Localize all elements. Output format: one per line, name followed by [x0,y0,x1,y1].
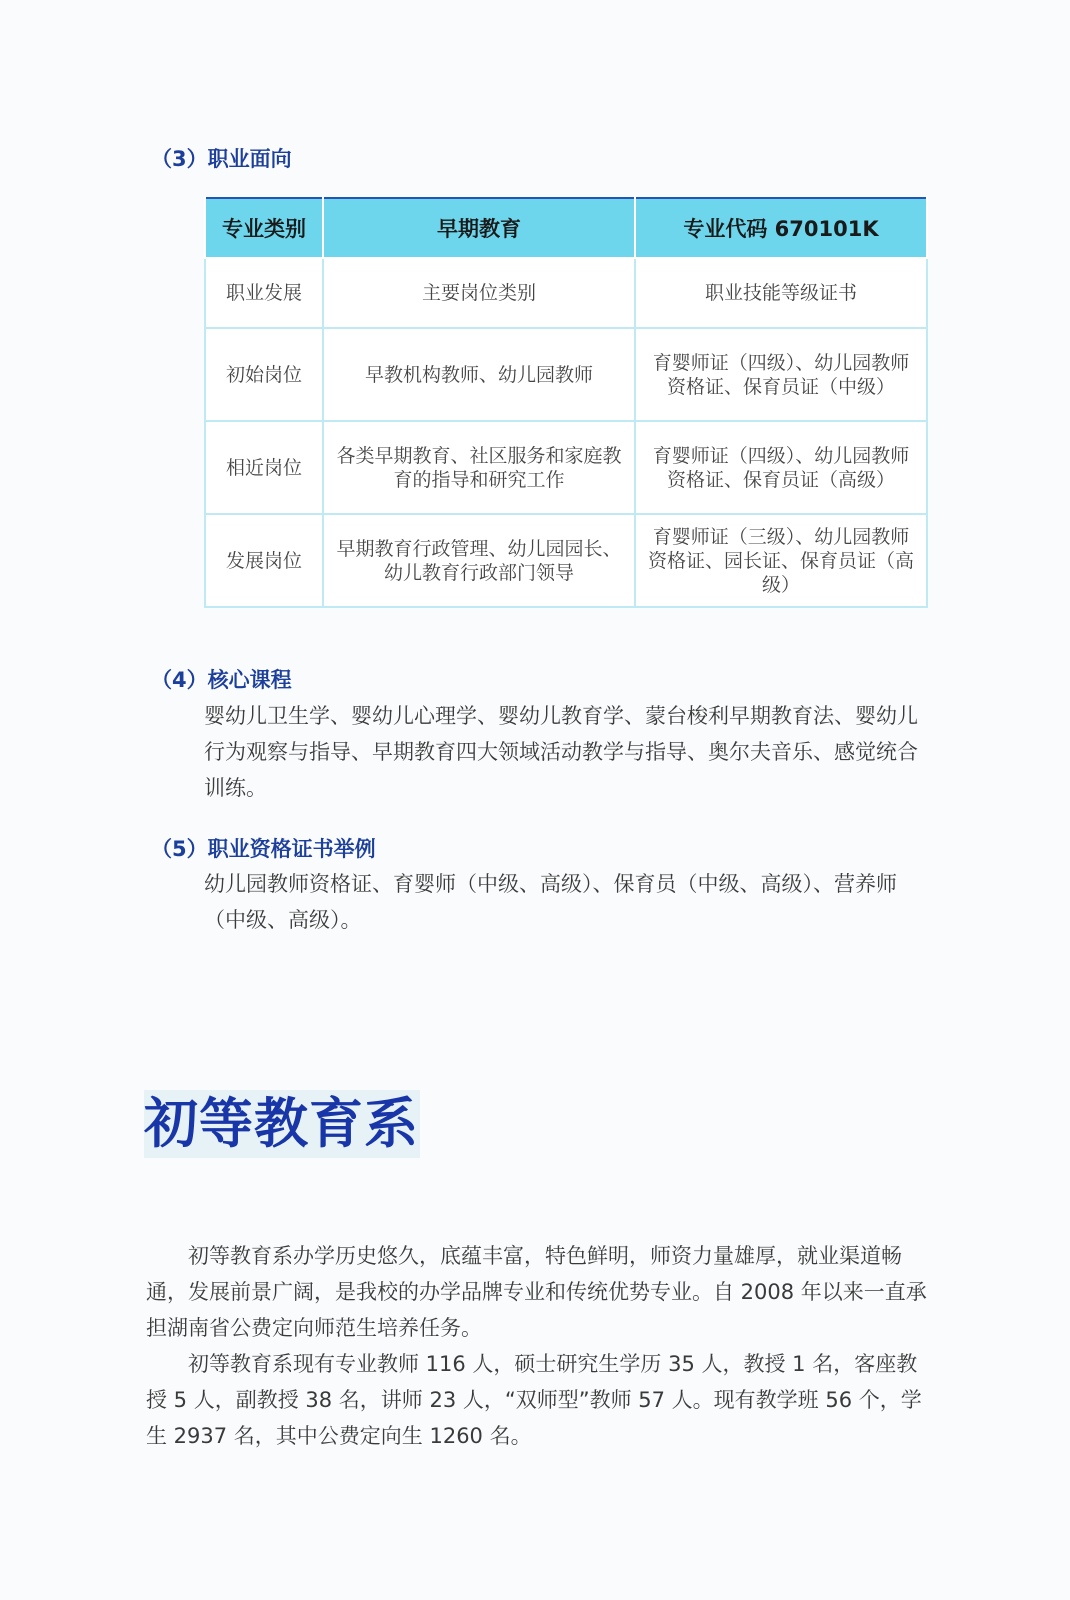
career-table [204,197,928,608]
table-cell: 主要岗位类别 [323,258,635,328]
paragraph: 初等教育系办学历史悠久，底蕴丰富，特色鲜明，师资力量雄厚，就业渠道畅通，发展前景广阔，是我校的办学品牌专业和传统优势专业。自 2008 年以来一直承担湖南省公费定向师范生培养任务。 [146,1244,927,1340]
paragraph: 初等教育系现有专业教师 116 人，硕士研究生学历 35 人，教授 1 名，客座教授 5 人，副教授 38 名，讲师 23 人，“双师型”教师 57 人。现有教学班 56 个，学生 2937 名，其中公费定向生 1260 名。 [146,1352,922,1448]
core-courses-text: 婴幼儿卫生学、婴幼儿心理学、婴幼儿教育学、蒙台梭利早期教育法、婴幼儿行为观察与指导、早期教育四大领域活动教学与指导、奥尔夫音乐、感觉统合训练。 [204,704,918,800]
table-cell: 育婴师证（三级）、幼儿园教师资格证、园长证、保育员证（高级） [635,514,927,607]
table-cell: 育婴师证（四级）、幼儿园教师资格证、保育员证（高级） [635,421,927,514]
table-row [205,421,927,514]
table-cell: 发展岗位 [205,514,323,607]
table-header-cell: 专业代码 670101K [635,198,927,258]
table-cell: 职业技能等级证书 [635,258,927,328]
section-5-heading: （5）职业资格证书举例 [151,837,376,861]
table-cell: 早期教育行政管理、幼儿园园长、幼儿教育行政部门领导 [323,514,635,607]
certificates-text: 幼儿园教师资格证、育婴师（中级、高级）、保育员（中级、高级）、营养师（中级、高级）。 [204,872,897,932]
section-4-heading: （4）核心课程 [151,668,292,692]
table-cell: 职业发展 [205,258,323,328]
table-row [205,258,927,328]
table-cell: 相近岗位 [205,421,323,514]
table-row [205,328,927,421]
section-3-heading: （3）职业面向 [151,147,292,171]
table-cell: 初始岗位 [205,328,323,421]
table-cell: 育婴师证（四级）、幼儿园教师资格证、保育员证（中级） [635,328,927,421]
department-title-block [144,1090,420,1158]
department-description [146,1238,932,1454]
table-cell: 各类早期教育、社区服务和家庭教育的指导和研究工作 [323,421,635,514]
table-row [205,514,927,607]
table-header-row [205,198,927,258]
table-header-cell: 早期教育 [323,198,635,258]
department-title: 初等教育系 [144,1092,419,1155]
table-cell: 早教机构教师、幼儿园教师 [323,328,635,421]
table-header-cell: 专业类别 [205,198,323,258]
